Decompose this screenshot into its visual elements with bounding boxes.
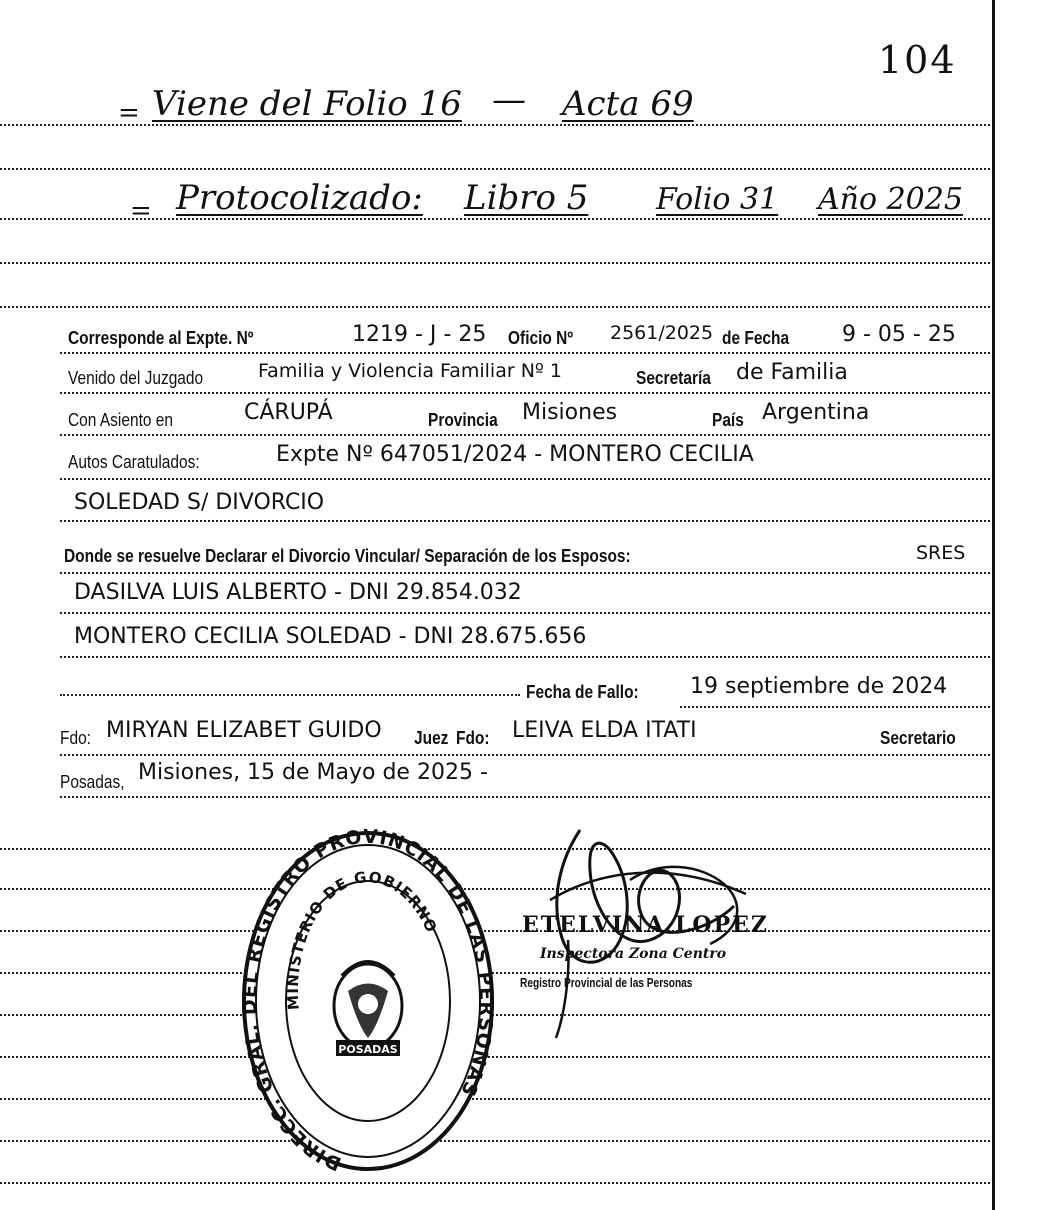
ruled-line [0,262,990,264]
ruled-line [0,218,990,220]
ruled-line [680,706,990,708]
autos-value-line1: Expte Nº 647051/2024 - MONTERO CECILIA [276,442,754,467]
esposo-2: MONTERO CECILIA SOLEDAD - DNI 28.675.656 [74,624,587,649]
ruled-line [60,572,990,574]
provincia-value: Misiones [522,400,618,425]
autos-label: Autos Caratulados: [68,452,200,472]
ruled-line [60,392,990,394]
protocolizado-label: Protocolizado: [176,178,423,218]
header-line1-prefix: = [118,98,140,128]
stamp-name: ETELVINA LOPEZ [522,912,769,938]
fallo-label: Fecha de Fallo: [526,682,639,702]
oficio-value: 2561/2025 [610,322,714,344]
asiento-label: Con Asiento en [68,410,174,430]
asiento-value: CÁRUPÁ [244,400,333,425]
expte-label: Corresponde al Expte. Nº [68,328,254,348]
ruled-line [60,520,990,522]
stamp-office: Registro Provincial de las Personas [520,975,693,990]
header-line2-prefix: = [130,196,152,226]
seal-outer-text: DIRECC. GRAL. DEL REGISTRO PROVINCIAL DE LAS PERSONAS [238,826,498,1175]
fecha-label: de Fecha [722,328,790,348]
ruled-line [0,306,990,308]
fdo-secretary-label: Fdo: [456,728,490,748]
posadas-label: Posadas, [60,772,125,792]
fdo-judge-value: MIRYAN ELIZABET GUIDO [106,718,382,743]
fallo-value: 19 septiembre de 2024 [690,674,948,699]
ruled-line [0,1182,990,1184]
seal-inner-text: MINISTERIO DE GOBIERNO [283,868,441,1011]
fdo-judge-label: Fdo: [60,728,91,748]
viene-del-folio: Viene del Folio 16 [152,84,462,124]
ruled-line [60,754,990,756]
secretaria-label: Secretaría [636,368,711,388]
ruled-line [0,168,990,170]
pais-label: País [712,410,744,430]
ruled-line [0,124,990,126]
juzgado-value: Familia y Violencia Familiar Nº 1 [258,360,562,382]
folio-number: 104 [878,38,957,82]
esposo-1: DASILVA LUIS ALBERTO - DNI 29.854.032 [74,580,522,605]
seal-center-text: POSADAS [338,1043,398,1056]
autos-value-line2: SOLEDAD S/ DIVORCIO [74,490,325,515]
ruled-line [60,434,990,436]
provincia-label: Provincia [428,410,498,430]
expte-value: 1219 - J - 25 [352,322,487,347]
official-seal [238,826,498,1176]
juzgado-label: Venido del Juzgado [68,368,204,388]
header-dash: — [492,80,526,120]
ruled-line [60,478,990,480]
ruled-line [60,612,990,614]
ruled-line [60,656,990,658]
posadas-value: Misiones, 15 de Mayo de 2025 - [138,760,488,785]
anio-ref: Año 2025 [818,182,963,217]
secretaria-value: de Familia [736,360,848,385]
secretario-label: Secretario [880,728,956,748]
oficio-label: Oficio Nº [508,328,573,348]
ruled-line [60,694,520,696]
fecha-value: 9 - 05 - 25 [842,322,956,347]
stamp-role: Inspectora Zona Centro [540,946,727,962]
ruled-line [60,796,990,798]
juez-label: Juez [414,728,449,748]
acta-number: Acta 69 [562,84,694,124]
page-right-border [992,0,995,1210]
fdo-secretary-value: LEIVA ELDA ITATI [512,718,697,743]
ruled-line [60,352,990,354]
folio-ref: Folio 31 [656,182,779,217]
resuelve-tail: SRES [916,542,966,564]
pais-value: Argentina [762,400,870,425]
resuelve-label: Donde se resuelve Declarar el Divorcio Vincular/ Separación de los Esposos: [64,546,631,566]
libro-number: Libro 5 [464,178,589,218]
